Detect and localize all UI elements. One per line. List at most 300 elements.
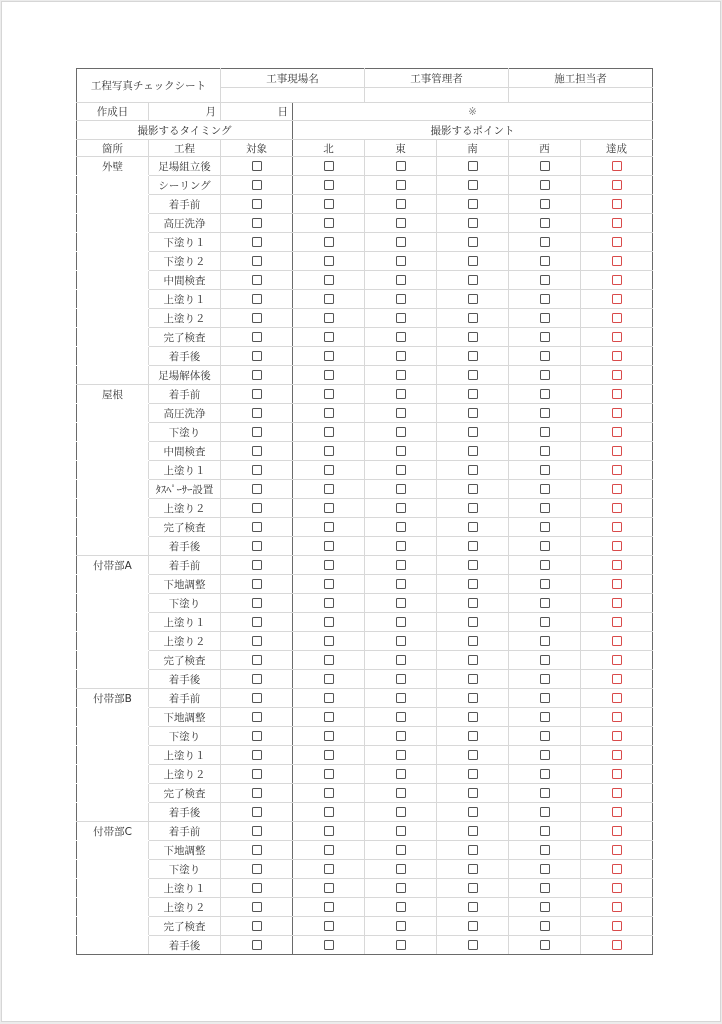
- target-checkbox-icon[interactable]: [252, 598, 262, 608]
- place-cell: [77, 936, 149, 955]
- target-checkbox-icon[interactable]: [252, 503, 262, 513]
- done-checkbox-icon[interactable]: [612, 826, 622, 836]
- south-checkbox-icon[interactable]: [468, 769, 478, 779]
- target-checkbox-icon[interactable]: [252, 807, 262, 817]
- north-checkbox-icon[interactable]: [324, 370, 334, 380]
- target-checkbox-icon[interactable]: [252, 180, 262, 190]
- east-checkbox-icon[interactable]: [396, 541, 406, 551]
- south-checkbox-icon[interactable]: [468, 940, 478, 950]
- north-checkbox-icon[interactable]: [324, 275, 334, 285]
- south-checkbox-icon[interactable]: [468, 199, 478, 209]
- north-checkbox-icon[interactable]: [324, 598, 334, 608]
- east-checkbox-icon[interactable]: [396, 484, 406, 494]
- target-checkbox-icon[interactable]: [252, 237, 262, 247]
- east-checkbox-icon[interactable]: [396, 731, 406, 741]
- south-checkbox-icon[interactable]: [468, 237, 478, 247]
- target-checkbox-icon[interactable]: [252, 294, 262, 304]
- south-checkbox-icon[interactable]: [468, 883, 478, 893]
- south-checkbox-icon[interactable]: [468, 408, 478, 418]
- south-checkbox-icon[interactable]: [468, 370, 478, 380]
- west-checkbox-icon[interactable]: [540, 427, 550, 437]
- done-checkbox-icon[interactable]: [612, 370, 622, 380]
- west-checkbox-icon[interactable]: [540, 332, 550, 342]
- north-checkbox-icon[interactable]: [324, 617, 334, 627]
- target-checkbox-icon[interactable]: [252, 864, 262, 874]
- north-checkbox-icon[interactable]: [324, 845, 334, 855]
- east-checkbox-icon[interactable]: [396, 275, 406, 285]
- place-cell: [77, 404, 149, 423]
- west-checkbox-icon[interactable]: [540, 693, 550, 703]
- west-checkbox-icon[interactable]: [540, 180, 550, 190]
- done-checkbox-icon[interactable]: [612, 636, 622, 646]
- west-checkbox-icon[interactable]: [540, 579, 550, 589]
- west-checkbox-icon[interactable]: [540, 237, 550, 247]
- north-checkbox-icon[interactable]: [324, 636, 334, 646]
- done-checkbox-icon[interactable]: [612, 750, 622, 760]
- east-cell: [365, 309, 437, 328]
- east-checkbox-icon[interactable]: [396, 921, 406, 931]
- east-checkbox-icon[interactable]: [396, 218, 406, 228]
- east-checkbox-icon[interactable]: [396, 522, 406, 532]
- west-checkbox-icon[interactable]: [540, 883, 550, 893]
- south-checkbox-icon[interactable]: [468, 598, 478, 608]
- west-checkbox-icon[interactable]: [540, 370, 550, 380]
- target-checkbox-icon[interactable]: [252, 655, 262, 665]
- done-checkbox-icon[interactable]: [612, 427, 622, 437]
- south-checkbox-icon[interactable]: [468, 902, 478, 912]
- west-checkbox-icon[interactable]: [540, 655, 550, 665]
- south-checkbox-icon[interactable]: [468, 617, 478, 627]
- target-cell: [221, 727, 293, 746]
- west-checkbox-icon[interactable]: [540, 598, 550, 608]
- east-checkbox-icon[interactable]: [396, 332, 406, 342]
- west-checkbox-icon[interactable]: [540, 465, 550, 475]
- done-checkbox-icon[interactable]: [612, 313, 622, 323]
- south-checkbox-icon[interactable]: [468, 161, 478, 171]
- south-checkbox-icon[interactable]: [468, 712, 478, 722]
- north-checkbox-icon[interactable]: [324, 332, 334, 342]
- west-checkbox-icon[interactable]: [540, 313, 550, 323]
- south-checkbox-icon[interactable]: [468, 294, 478, 304]
- place-cell: 付帯部A: [77, 556, 149, 575]
- done-checkbox-icon[interactable]: [612, 446, 622, 456]
- west-checkbox-icon[interactable]: [540, 522, 550, 532]
- target-checkbox-icon[interactable]: [252, 902, 262, 912]
- east-checkbox-icon[interactable]: [396, 655, 406, 665]
- west-checkbox-icon[interactable]: [540, 807, 550, 817]
- done-checkbox-icon[interactable]: [612, 256, 622, 266]
- south-checkbox-icon[interactable]: [468, 180, 478, 190]
- target-checkbox-icon[interactable]: [252, 788, 262, 798]
- target-cell: [221, 176, 293, 195]
- west-checkbox-icon[interactable]: [540, 636, 550, 646]
- north-checkbox-icon[interactable]: [324, 940, 334, 950]
- target-checkbox-icon[interactable]: [252, 579, 262, 589]
- east-checkbox-icon[interactable]: [396, 446, 406, 456]
- south-checkbox-icon[interactable]: [468, 541, 478, 551]
- north-checkbox-icon[interactable]: [324, 541, 334, 551]
- done-checkbox-icon[interactable]: [612, 522, 622, 532]
- process-cell: 着手前: [149, 385, 221, 404]
- process-cell: 下塗り１: [149, 233, 221, 252]
- west-checkbox-icon[interactable]: [540, 617, 550, 627]
- target-checkbox-icon[interactable]: [252, 826, 262, 836]
- north-checkbox-icon[interactable]: [324, 237, 334, 247]
- east-checkbox-icon[interactable]: [396, 883, 406, 893]
- north-checkbox-icon[interactable]: [324, 579, 334, 589]
- west-checkbox-icon[interactable]: [540, 218, 550, 228]
- north-cell: [293, 423, 365, 442]
- done-checkbox-icon[interactable]: [612, 769, 622, 779]
- south-checkbox-icon[interactable]: [468, 826, 478, 836]
- month-label: 月: [205, 106, 216, 118]
- done-checkbox-icon[interactable]: [612, 484, 622, 494]
- south-checkbox-icon[interactable]: [468, 351, 478, 361]
- north-checkbox-icon[interactable]: [324, 522, 334, 532]
- table-row: [77, 765, 653, 784]
- west-checkbox-icon[interactable]: [540, 446, 550, 456]
- west-cell: [509, 936, 581, 955]
- done-checkbox-icon[interactable]: [612, 788, 622, 798]
- process-cell: 着手後: [149, 347, 221, 366]
- west-checkbox-icon[interactable]: [540, 294, 550, 304]
- north-checkbox-icon[interactable]: [324, 427, 334, 437]
- north-checkbox-icon[interactable]: [324, 560, 334, 570]
- done-checkbox-icon[interactable]: [612, 617, 622, 627]
- done-checkbox-icon[interactable]: [612, 902, 622, 912]
- north-checkbox-icon[interactable]: [324, 199, 334, 209]
- place-cell: [77, 461, 149, 480]
- north-checkbox-icon[interactable]: [324, 864, 334, 874]
- target-checkbox-icon[interactable]: [252, 750, 262, 760]
- west-checkbox-icon[interactable]: [540, 712, 550, 722]
- target-checkbox-icon[interactable]: [252, 161, 262, 171]
- done-checkbox-icon[interactable]: [612, 237, 622, 247]
- north-checkbox-icon[interactable]: [324, 389, 334, 399]
- east-checkbox-icon[interactable]: [396, 465, 406, 475]
- east-checkbox-icon[interactable]: [396, 161, 406, 171]
- done-checkbox-icon[interactable]: [612, 655, 622, 665]
- south-checkbox-icon[interactable]: [468, 693, 478, 703]
- north-checkbox-icon[interactable]: [324, 294, 334, 304]
- west-cell: [509, 214, 581, 233]
- target-cell: [221, 917, 293, 936]
- east-cell: [365, 157, 437, 176]
- north-checkbox-icon[interactable]: [324, 313, 334, 323]
- north-checkbox-icon[interactable]: [324, 731, 334, 741]
- done-checkbox-icon[interactable]: [612, 180, 622, 190]
- east-checkbox-icon[interactable]: [396, 579, 406, 589]
- target-checkbox-icon[interactable]: [252, 522, 262, 532]
- east-checkbox-icon[interactable]: [396, 598, 406, 608]
- target-checkbox-icon[interactable]: [252, 560, 262, 570]
- west-checkbox-icon[interactable]: [540, 389, 550, 399]
- east-cell: [365, 613, 437, 632]
- manager-field[interactable]: [365, 88, 509, 103]
- south-checkbox-icon[interactable]: [468, 788, 478, 798]
- west-checkbox-icon[interactable]: [540, 161, 550, 171]
- done-checkbox-icon[interactable]: [612, 674, 622, 684]
- done-checkbox-icon[interactable]: [612, 731, 622, 741]
- done-checkbox-icon[interactable]: [612, 712, 622, 722]
- target-checkbox-icon[interactable]: [252, 332, 262, 342]
- site-name-field[interactable]: [221, 88, 365, 103]
- target-checkbox-icon[interactable]: [252, 845, 262, 855]
- south-checkbox-icon[interactable]: [468, 503, 478, 513]
- target-checkbox-icon[interactable]: [252, 256, 262, 266]
- south-checkbox-icon[interactable]: [468, 256, 478, 266]
- target-checkbox-icon[interactable]: [252, 351, 262, 361]
- west-checkbox-icon[interactable]: [540, 484, 550, 494]
- north-cell: [293, 309, 365, 328]
- east-checkbox-icon[interactable]: [396, 864, 406, 874]
- east-checkbox-icon[interactable]: [396, 826, 406, 836]
- south-checkbox-icon[interactable]: [468, 864, 478, 874]
- target-checkbox-icon[interactable]: [252, 693, 262, 703]
- east-checkbox-icon[interactable]: [396, 902, 406, 912]
- target-checkbox-icon[interactable]: [252, 408, 262, 418]
- south-checkbox-icon[interactable]: [468, 389, 478, 399]
- target-checkbox-icon[interactable]: [252, 883, 262, 893]
- south-checkbox-icon[interactable]: [468, 807, 478, 817]
- west-checkbox-icon[interactable]: [540, 408, 550, 418]
- east-checkbox-icon[interactable]: [396, 503, 406, 513]
- target-checkbox-icon[interactable]: [252, 769, 262, 779]
- day-field[interactable]: [221, 103, 293, 121]
- target-checkbox-icon[interactable]: [252, 921, 262, 931]
- west-checkbox-icon[interactable]: [540, 902, 550, 912]
- west-checkbox-icon[interactable]: [540, 845, 550, 855]
- east-checkbox-icon[interactable]: [396, 256, 406, 266]
- south-checkbox-icon[interactable]: [468, 218, 478, 228]
- south-cell: [437, 328, 509, 347]
- east-checkbox-icon[interactable]: [396, 674, 406, 684]
- west-checkbox-icon[interactable]: [540, 503, 550, 513]
- south-checkbox-icon[interactable]: [468, 674, 478, 684]
- month-field[interactable]: [149, 103, 221, 121]
- south-checkbox-icon[interactable]: [468, 560, 478, 570]
- east-checkbox-icon[interactable]: [396, 199, 406, 209]
- done-cell: [581, 822, 653, 841]
- done-checkbox-icon[interactable]: [612, 408, 622, 418]
- north-checkbox-icon[interactable]: [324, 446, 334, 456]
- south-cell: [437, 594, 509, 613]
- south-checkbox-icon[interactable]: [468, 332, 478, 342]
- target-checkbox-icon[interactable]: [252, 275, 262, 285]
- south-cell: [437, 404, 509, 423]
- east-checkbox-icon[interactable]: [396, 237, 406, 247]
- north-checkbox-icon[interactable]: [324, 921, 334, 931]
- east-checkbox-icon[interactable]: [396, 351, 406, 361]
- north-cell: [293, 328, 365, 347]
- north-checkbox-icon[interactable]: [324, 674, 334, 684]
- south-checkbox-icon[interactable]: [468, 845, 478, 855]
- west-checkbox-icon[interactable]: [540, 275, 550, 285]
- done-checkbox-icon[interactable]: [612, 465, 622, 475]
- process-cell: 下地調整: [149, 841, 221, 860]
- east-checkbox-icon[interactable]: [396, 636, 406, 646]
- east-checkbox-icon[interactable]: [396, 294, 406, 304]
- east-checkbox-icon[interactable]: [396, 427, 406, 437]
- done-checkbox-icon[interactable]: [612, 161, 622, 171]
- south-cell: [437, 803, 509, 822]
- done-checkbox-icon[interactable]: [612, 807, 622, 817]
- west-checkbox-icon[interactable]: [540, 864, 550, 874]
- east-checkbox-icon[interactable]: [396, 769, 406, 779]
- target-checkbox-icon[interactable]: [252, 541, 262, 551]
- south-checkbox-icon[interactable]: [468, 484, 478, 494]
- west-checkbox-icon[interactable]: [540, 940, 550, 950]
- target-checkbox-icon[interactable]: [252, 446, 262, 456]
- north-checkbox-icon[interactable]: [324, 750, 334, 760]
- north-checkbox-icon[interactable]: [324, 503, 334, 513]
- west-checkbox-icon[interactable]: [540, 826, 550, 836]
- note-mark: ※: [468, 105, 477, 118]
- east-cell: [365, 271, 437, 290]
- done-checkbox-icon[interactable]: [612, 275, 622, 285]
- south-checkbox-icon[interactable]: [468, 313, 478, 323]
- done-checkbox-icon[interactable]: [612, 541, 622, 551]
- north-checkbox-icon[interactable]: [324, 256, 334, 266]
- table-row: [77, 632, 653, 651]
- north-checkbox-icon[interactable]: [324, 826, 334, 836]
- east-checkbox-icon[interactable]: [396, 807, 406, 817]
- done-checkbox-icon[interactable]: [612, 598, 622, 608]
- west-checkbox-icon[interactable]: [540, 750, 550, 760]
- south-checkbox-icon[interactable]: [468, 636, 478, 646]
- done-checkbox-icon[interactable]: [612, 579, 622, 589]
- done-checkbox-icon[interactable]: [612, 864, 622, 874]
- note-field[interactable]: [293, 103, 653, 121]
- process-cell: 着手後: [149, 537, 221, 556]
- target-checkbox-icon[interactable]: [252, 674, 262, 684]
- north-checkbox-icon[interactable]: [324, 465, 334, 475]
- west-checkbox-icon[interactable]: [540, 199, 550, 209]
- north-checkbox-icon[interactable]: [324, 161, 334, 171]
- person-field[interactable]: [509, 88, 653, 103]
- done-checkbox-icon[interactable]: [612, 294, 622, 304]
- north-checkbox-icon[interactable]: [324, 883, 334, 893]
- north-checkbox-icon[interactable]: [324, 769, 334, 779]
- done-checkbox-icon[interactable]: [612, 389, 622, 399]
- south-checkbox-icon[interactable]: [468, 655, 478, 665]
- target-checkbox-icon[interactable]: [252, 427, 262, 437]
- process-cell: 完了検査: [149, 328, 221, 347]
- east-checkbox-icon[interactable]: [396, 180, 406, 190]
- north-checkbox-icon[interactable]: [324, 180, 334, 190]
- west-checkbox-icon[interactable]: [540, 256, 550, 266]
- south-checkbox-icon[interactable]: [468, 427, 478, 437]
- north-checkbox-icon[interactable]: [324, 655, 334, 665]
- west-checkbox-icon[interactable]: [540, 560, 550, 570]
- east-checkbox-icon[interactable]: [396, 408, 406, 418]
- west-checkbox-icon[interactable]: [540, 921, 550, 931]
- target-checkbox-icon[interactable]: [252, 484, 262, 494]
- south-checkbox-icon[interactable]: [468, 750, 478, 760]
- east-checkbox-icon[interactable]: [396, 845, 406, 855]
- south-checkbox-icon[interactable]: [468, 522, 478, 532]
- target-checkbox-icon[interactable]: [252, 636, 262, 646]
- north-checkbox-icon[interactable]: [324, 484, 334, 494]
- west-checkbox-icon[interactable]: [540, 541, 550, 551]
- east-checkbox-icon[interactable]: [396, 788, 406, 798]
- done-cell: [581, 727, 653, 746]
- done-checkbox-icon[interactable]: [612, 940, 622, 950]
- north-checkbox-icon[interactable]: [324, 902, 334, 912]
- north-checkbox-icon[interactable]: [324, 693, 334, 703]
- east-checkbox-icon[interactable]: [396, 750, 406, 760]
- target-checkbox-icon[interactable]: [252, 313, 262, 323]
- south-cell: [437, 651, 509, 670]
- east-checkbox-icon[interactable]: [396, 389, 406, 399]
- north-cell: [293, 233, 365, 252]
- done-checkbox-icon[interactable]: [612, 883, 622, 893]
- south-checkbox-icon[interactable]: [468, 275, 478, 285]
- east-checkbox-icon[interactable]: [396, 693, 406, 703]
- done-checkbox-icon[interactable]: [612, 351, 622, 361]
- done-checkbox-icon[interactable]: [612, 218, 622, 228]
- north-checkbox-icon[interactable]: [324, 712, 334, 722]
- target-checkbox-icon[interactable]: [252, 370, 262, 380]
- south-checkbox-icon[interactable]: [468, 921, 478, 931]
- north-cell: [293, 746, 365, 765]
- west-checkbox-icon[interactable]: [540, 769, 550, 779]
- west-checkbox-icon[interactable]: [540, 674, 550, 684]
- done-checkbox-icon[interactable]: [612, 199, 622, 209]
- target-checkbox-icon[interactable]: [252, 465, 262, 475]
- east-cell: [365, 936, 437, 955]
- done-checkbox-icon[interactable]: [612, 693, 622, 703]
- east-checkbox-icon[interactable]: [396, 712, 406, 722]
- done-checkbox-icon[interactable]: [612, 845, 622, 855]
- south-cell: [437, 309, 509, 328]
- person-label: 施工担当者: [509, 69, 653, 88]
- done-checkbox-icon[interactable]: [612, 921, 622, 931]
- south-checkbox-icon[interactable]: [468, 465, 478, 475]
- done-checkbox-icon[interactable]: [612, 332, 622, 342]
- place-cell: [77, 252, 149, 271]
- east-checkbox-icon[interactable]: [396, 370, 406, 380]
- target-checkbox-icon[interactable]: [252, 712, 262, 722]
- target-checkbox-icon[interactable]: [252, 199, 262, 209]
- south-checkbox-icon[interactable]: [468, 446, 478, 456]
- done-cell: [581, 898, 653, 917]
- south-checkbox-icon[interactable]: [468, 731, 478, 741]
- north-checkbox-icon[interactable]: [324, 351, 334, 361]
- north-checkbox-icon[interactable]: [324, 408, 334, 418]
- north-checkbox-icon[interactable]: [324, 807, 334, 817]
- done-checkbox-icon[interactable]: [612, 560, 622, 570]
- west-cell: [509, 898, 581, 917]
- target-checkbox-icon[interactable]: [252, 389, 262, 399]
- target-checkbox-icon[interactable]: [252, 617, 262, 627]
- west-checkbox-icon[interactable]: [540, 788, 550, 798]
- west-checkbox-icon[interactable]: [540, 351, 550, 361]
- west-checkbox-icon[interactable]: [540, 731, 550, 741]
- south-checkbox-icon[interactable]: [468, 579, 478, 589]
- north-checkbox-icon[interactable]: [324, 788, 334, 798]
- target-checkbox-icon[interactable]: [252, 940, 262, 950]
- north-checkbox-icon[interactable]: [324, 218, 334, 228]
- east-checkbox-icon[interactable]: [396, 313, 406, 323]
- east-checkbox-icon[interactable]: [396, 617, 406, 627]
- done-checkbox-icon[interactable]: [612, 503, 622, 513]
- east-checkbox-icon[interactable]: [396, 940, 406, 950]
- east-checkbox-icon[interactable]: [396, 560, 406, 570]
- target-checkbox-icon[interactable]: [252, 218, 262, 228]
- target-checkbox-icon[interactable]: [252, 731, 262, 741]
- target-cell: [221, 214, 293, 233]
